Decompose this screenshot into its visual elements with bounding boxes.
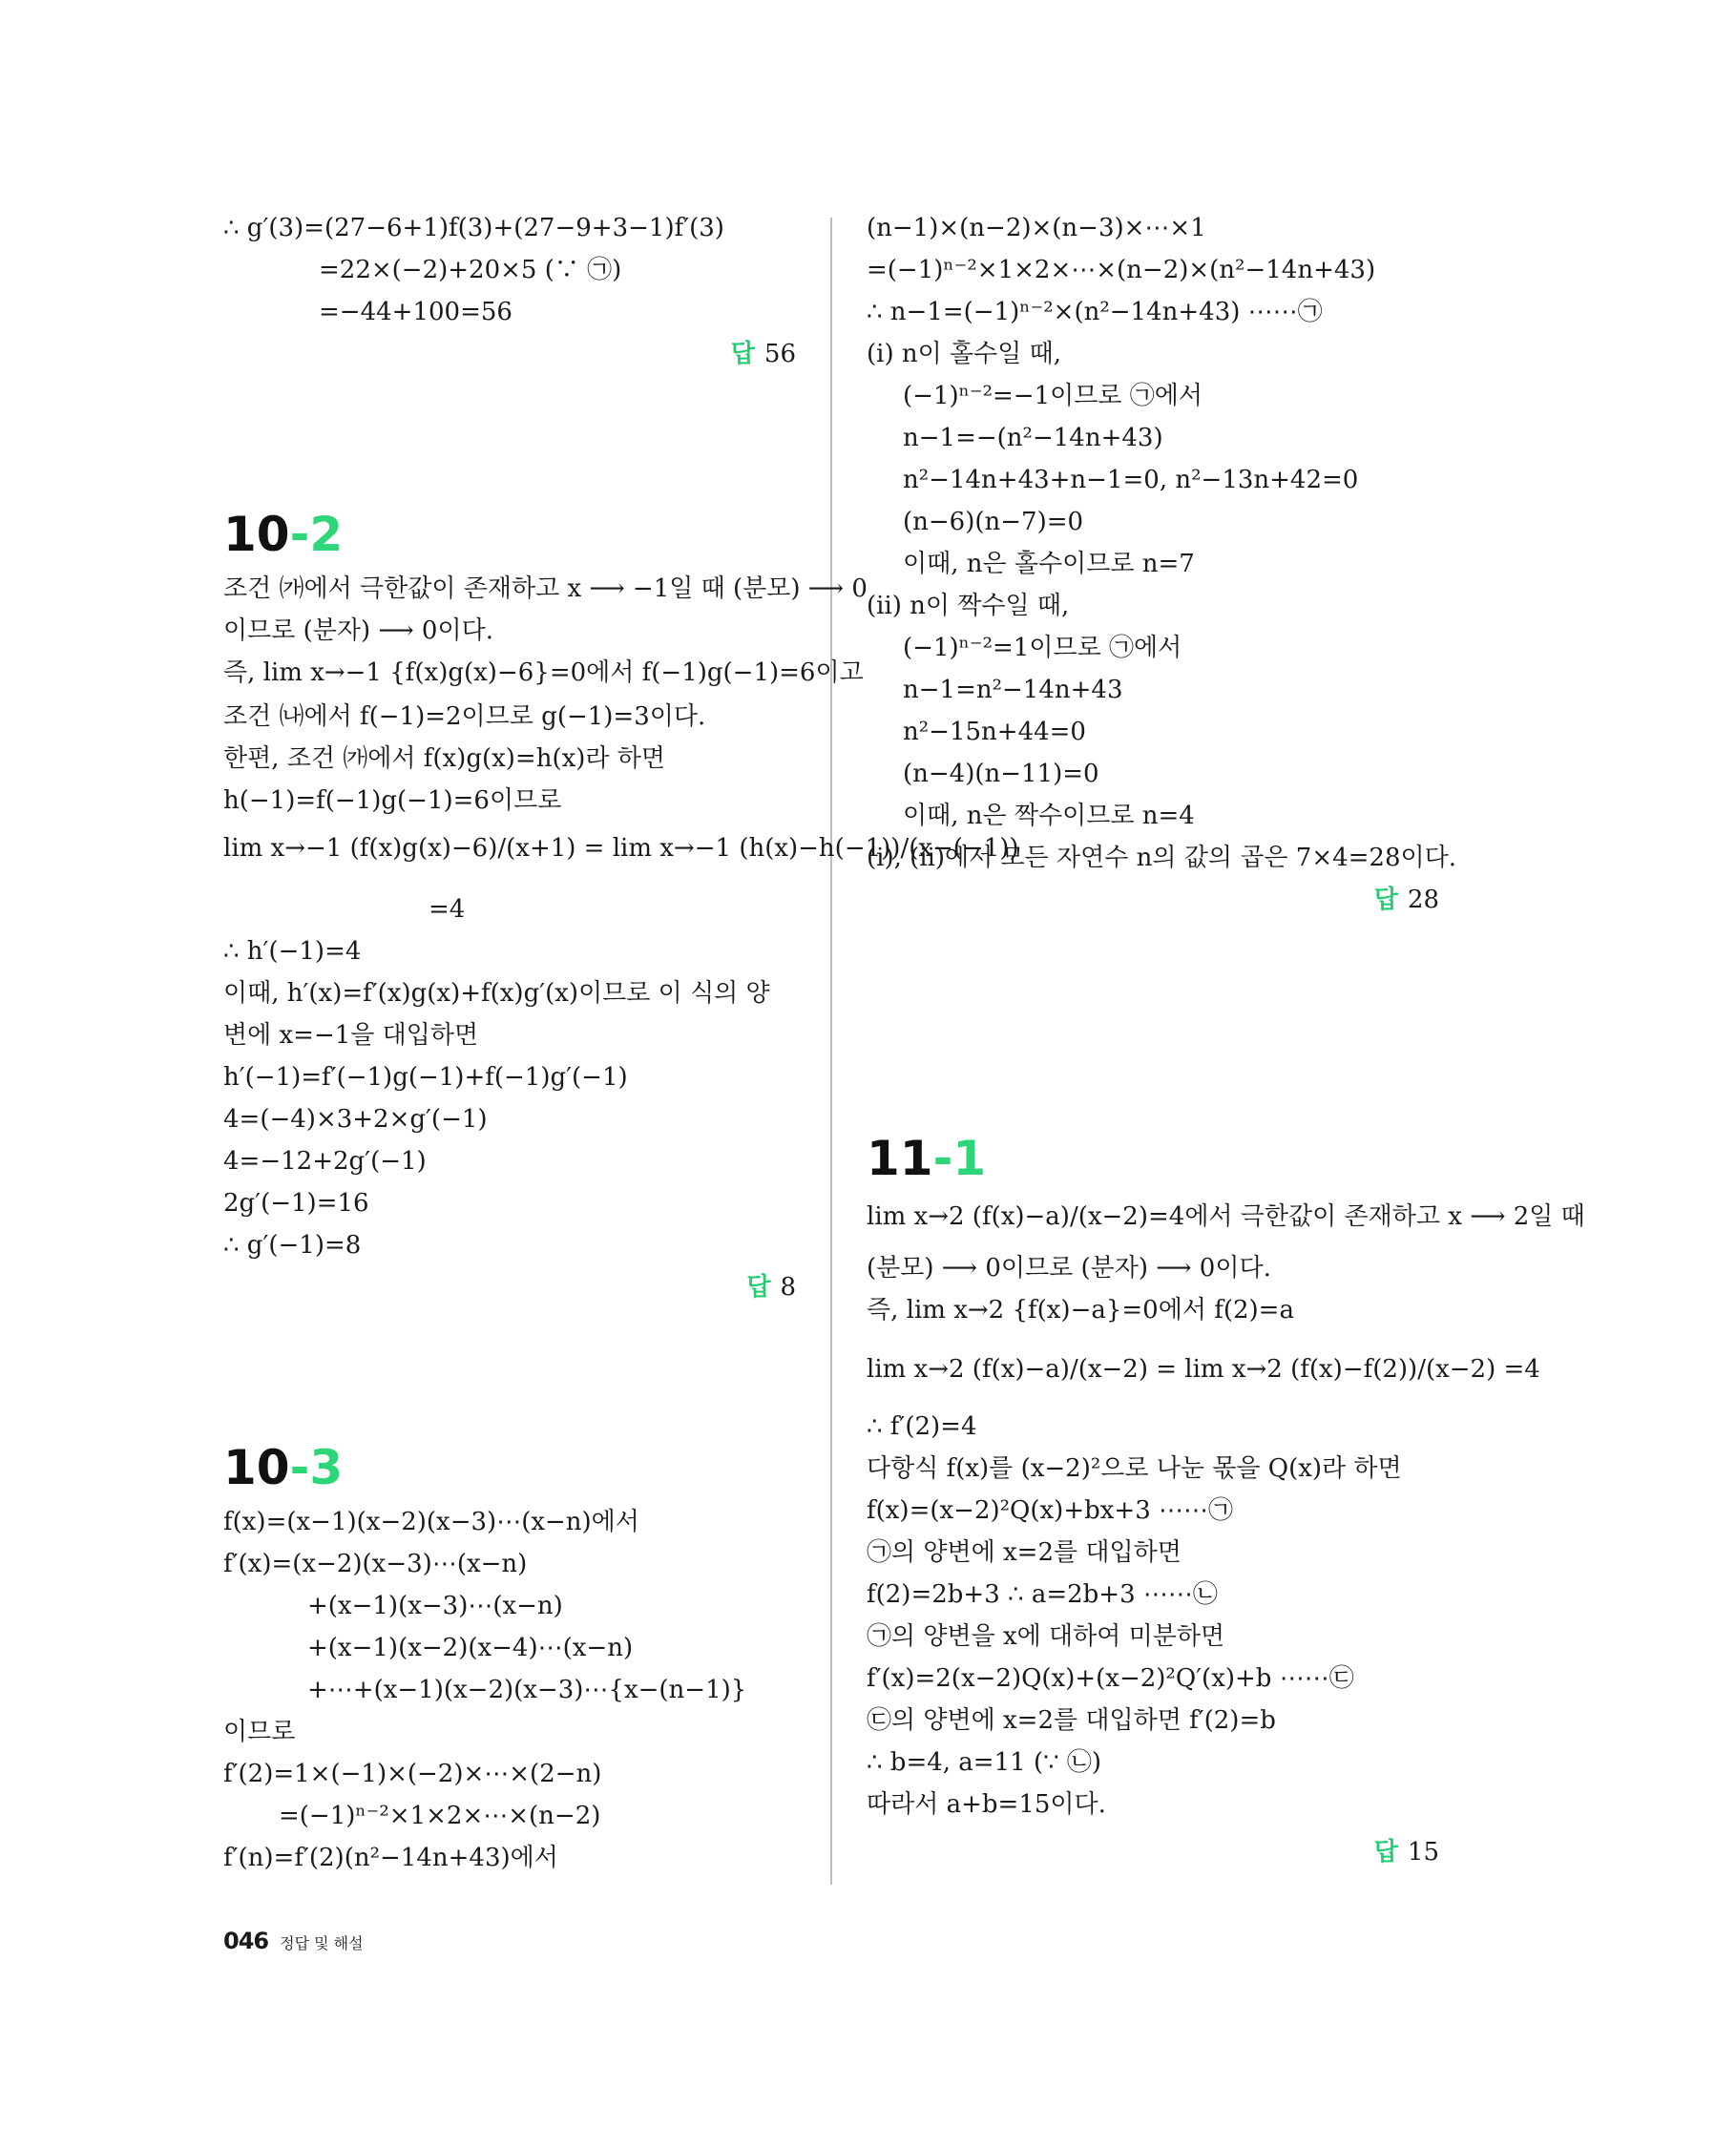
answer-value: 56 [763,340,796,368]
text-line: 이때, n은 홀수이므로 n=7 [903,550,1195,578]
answer-label: 답 [746,1273,771,1302]
text-line: (분모) ⟶ 0이므로 (분자) ⟶ 0이다. [867,1254,1271,1283]
page-footer [223,1928,364,1954]
text-line: (ⅰ), (ⅱ)에서 모든 자연수 n의 값의 곱은 7×4=28이다. [867,844,1457,872]
text-line: 4=(−4)×3+2×g′(−1) [223,1105,488,1134]
formula-line: =22×(−2)+20×5 (∵ ㉠) [319,256,622,284]
text-line: (n−6)(n−7)=0 [903,508,1084,536]
text-line: f(x)=(x−1)(x−2)(x−3)⋯(x−n)에서 [223,1508,639,1536]
answer-label: 답 [730,340,755,368]
text-line: n²−15n+44=0 [903,718,1086,746]
text-line: =(−1)ⁿ⁻²×1×2×⋯×(n−2)×(n²−14n+43) [867,256,1376,284]
text-line: 조건 ㈎에서 극한값이 존재하고 x ⟶ −1일 때 (분모) ⟶ 0 [223,574,868,603]
text-line: f′(n)=f′(2)(n²−14n+43)에서 [223,1844,558,1872]
text-line: h′(−1)=f′(−1)g(−1)+f(−1)g′(−1) [223,1063,628,1092]
answer-56 [731,336,796,372]
answer-label: 답 [1373,886,1398,914]
text-line: 이므로 (분자) ⟶ 0이다. [223,616,493,645]
text-line: 이므로 [223,1718,296,1746]
text-line: 다항식 f(x)를 (x−2)²으로 나눈 몫을 Q(x)라 하면 [867,1454,1402,1483]
text-line: 한편, 조건 ㈎에서 f(x)g(x)=h(x)라 하면 [223,744,666,773]
text-line: ㉢의 양변에 x=2를 대입하면 f′(2)=b [867,1706,1276,1735]
answer-value: 8 [780,1273,796,1302]
answer-value: 15 [1407,1838,1439,1867]
limit-fraction-line: lim x→−1 (f(x)g(x)−6)/(x+1) = lim x→−1 (h(x)−h(−1))/(x−(−1)) [223,834,1019,863]
text-line: ∴ h′(−1)=4 [223,937,362,966]
text-line: 이때, h′(x)=f′(x)g(x)+f(x)g′(x)이므로 이 식의 양 [223,979,770,1008]
answer-value: 28 [1407,886,1439,914]
text-line: 즉, lim x→−1 {f(x)g(x)−6}=0에서 f(−1)g(−1)=6이고 [223,658,864,687]
text-line: h(−1)=f(−1)g(−1)=6이므로 [223,786,562,815]
text-line: 2g′(−1)=16 [223,1189,369,1218]
text-line: +(x−1)(x−3)⋯(x−n) [307,1592,563,1620]
formula-line: ∴ g′(3)=(27−6+1)f(3)+(27−9+3−1)f′(3) [223,214,724,242]
section-heading-10-3: 10-3 [223,1440,344,1495]
text-line: +⋯+(x−1)(x−2)(x−3)⋯{x−(n−1)} [307,1676,747,1704]
text-line: (−1)ⁿ⁻²=−1이므로 ㉠에서 [903,382,1203,410]
text-line: 조건 ㈏에서 f(−1)=2이므로 g(−1)=3이다. [223,702,706,731]
column-divider [830,218,832,1885]
text-line: 변에 x=−1을 대입하면 [223,1021,479,1050]
text-line: 4=−12+2g′(−1) [223,1147,427,1176]
text-line: =4 [429,895,466,924]
text-line: ∴ f′(2)=4 [867,1412,977,1441]
text-line: 즉, lim x→2 {f(x)−a}=0에서 f(2)=a [867,1296,1294,1325]
text-line: 따라서 a+b=15이다. [867,1790,1106,1819]
text-line: =(−1)ⁿ⁻²×1×2×⋯×(n−2) [279,1802,601,1830]
text-line: (n−1)×(n−2)×(n−3)×⋯×1 [867,214,1206,242]
text-line: (ⅰ) n이 홀수일 때, [867,340,1061,368]
text-line: ∴ g′(−1)=8 [223,1231,362,1260]
text-line: +(x−1)(x−2)(x−4)⋯(x−n) [307,1634,634,1662]
section-heading-10-2: 10-2 [223,507,344,562]
text-line: f′(2)=1×(−1)×(−2)×⋯×(2−n) [223,1760,602,1788]
text-line: ∴ n−1=(−1)ⁿ⁻²×(n²−14n+43) ⋯⋯㉠ [867,298,1323,326]
answer-15 [1374,1834,1439,1870]
answer-label: 답 [1373,1838,1398,1867]
page-number: 046 [223,1928,269,1954]
limit-fraction-line: lim x→2 (f(x)−a)/(x−2) = lim x→2 (f(x)−f(2))/(x−2) =4 [867,1355,1540,1384]
answer-28 [1374,882,1439,918]
text-line: f′(x)=(x−2)(x−3)⋯(x−n) [223,1550,528,1578]
footer-title: 정답 및 해설 [280,1934,364,1952]
text-line: n−1=n²−14n+43 [903,676,1123,704]
section-heading-11-1: 11-1 [867,1131,987,1186]
text-line: f(x)=(x−2)²Q(x)+bx+3 ⋯⋯㉠ [867,1496,1234,1525]
text-line: f′(x)=2(x−2)Q(x)+(x−2)²Q′(x)+b ⋯⋯㉢ [867,1664,1354,1693]
text-line: 이때, n은 짝수이므로 n=4 [903,802,1195,830]
text-line: f(2)=2b+3 ∴ a=2b+3 ⋯⋯㉡ [867,1580,1218,1609]
answer-8 [746,1269,796,1305]
text-line: n²−14n+43+n−1=0, n²−13n+42=0 [903,466,1359,494]
formula-line: =−44+100=56 [319,298,512,326]
text-line: ㉠의 양변에 x=2를 대입하면 [867,1538,1182,1567]
text-line: ㉠의 양변을 x에 대하여 미분하면 [867,1622,1225,1651]
limit-fraction-line: lim x→2 (f(x)−a)/(x−2)=4에서 극한값이 존재하고 x ⟶ 2일 때 [867,1202,1585,1231]
text-line: (−1)ⁿ⁻²=1이므로 ㉠에서 [903,634,1182,662]
text-line: ∴ b=4, a=11 (∵ ㉡) [867,1748,1102,1777]
text-line: (n−4)(n−11)=0 [903,760,1099,788]
text-line: n−1=−(n²−14n+43) [903,424,1163,452]
text-line: (ⅱ) n이 짝수일 때, [867,592,1070,620]
